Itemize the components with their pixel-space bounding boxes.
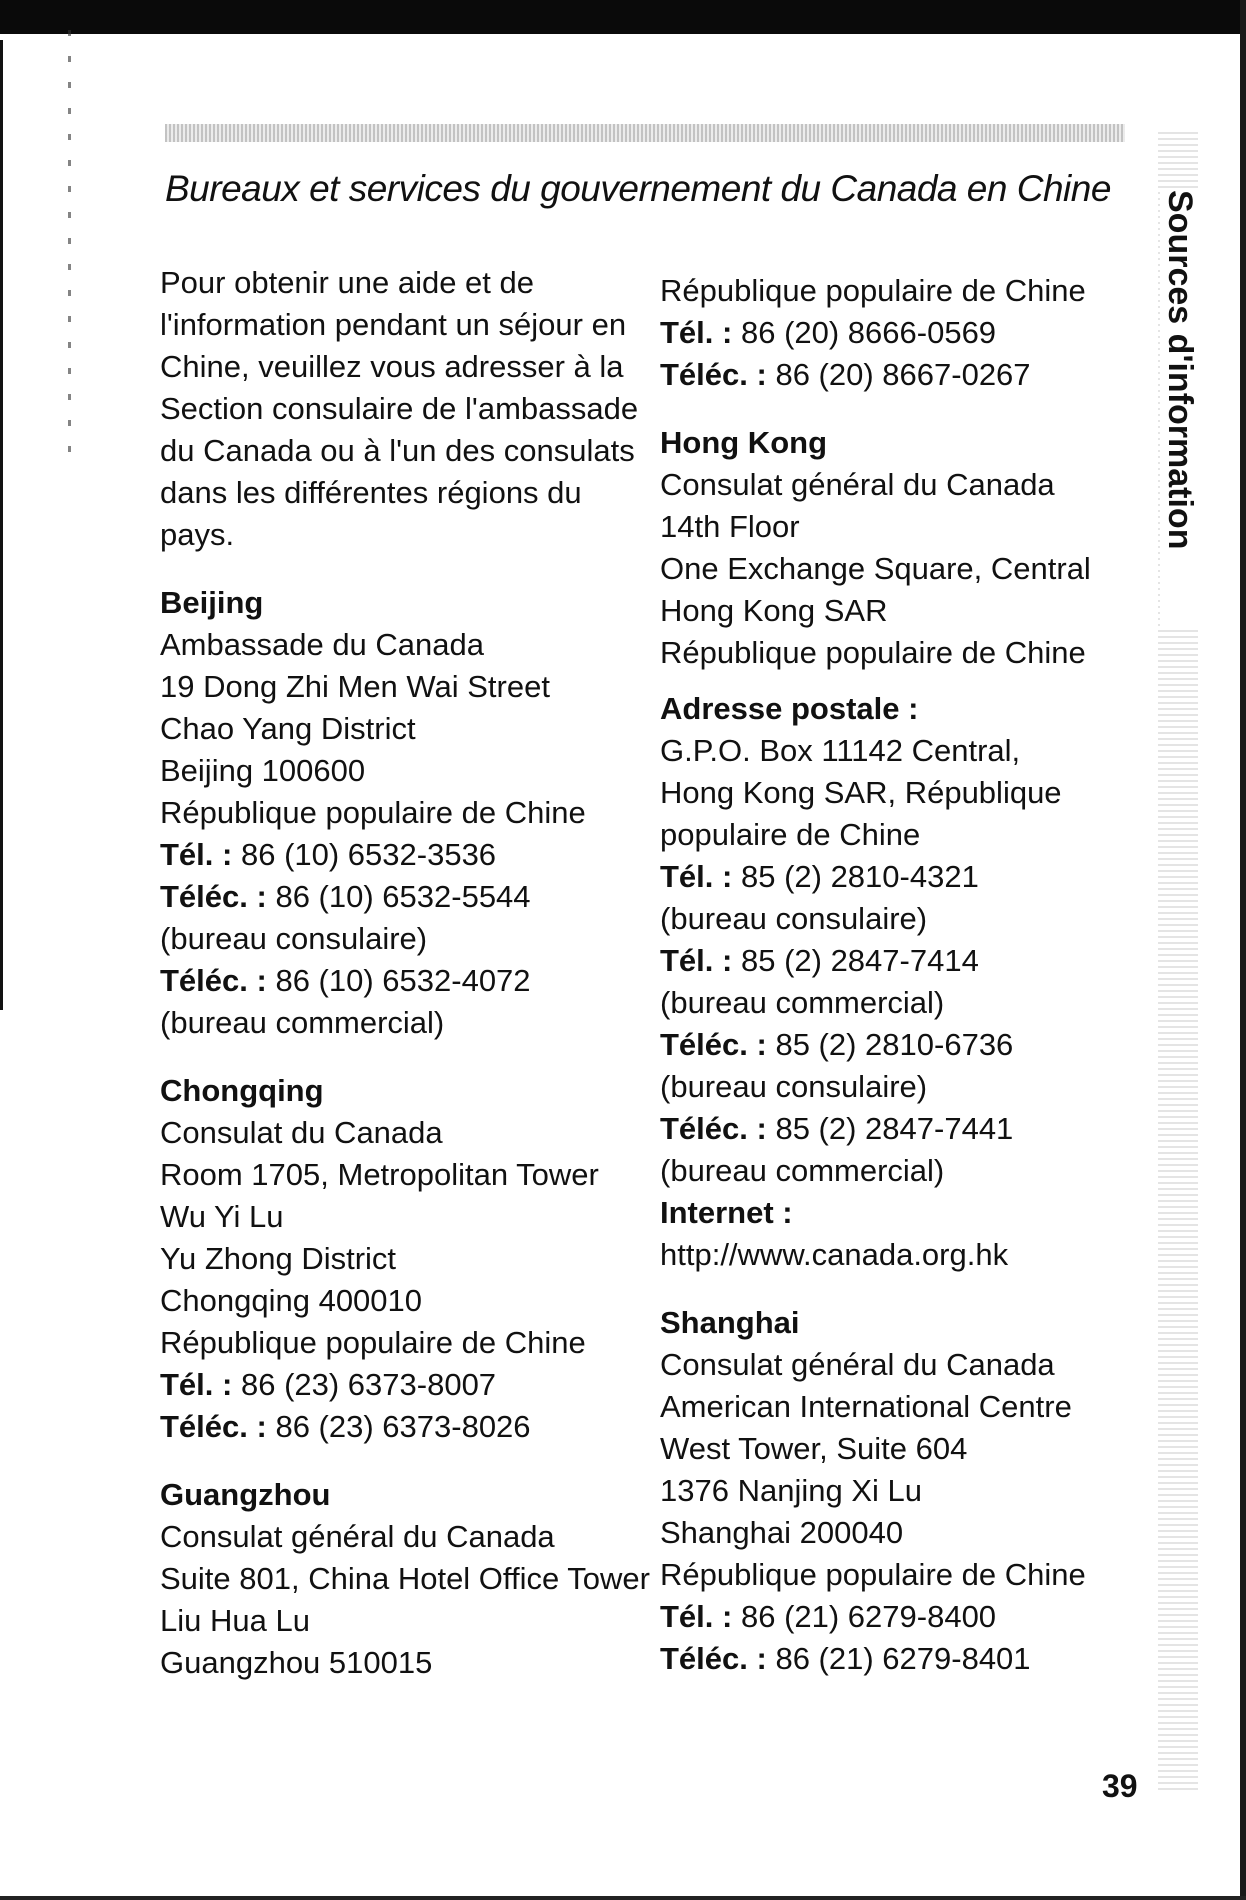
address-line: République populaire de Chine: [660, 635, 1086, 670]
side-section-label: Sources d'information: [1160, 190, 1200, 630]
address-line: République populaire de Chine: [160, 795, 586, 830]
address-line: Beijing 100600: [160, 753, 366, 788]
fax-number: 85 (2) 2847-7441: [775, 1111, 1014, 1146]
fax-number: 86 (10) 6532-4072: [275, 963, 531, 998]
fax-label: Téléc. :: [660, 1641, 767, 1676]
address-line: Chao Yang District: [160, 711, 416, 746]
office-shanghai: [660, 1302, 1100, 1680]
city-name: Beijing: [160, 585, 264, 620]
fax-line: [660, 354, 1100, 396]
phone-number: 86 (23) 6373-8007: [240, 1367, 497, 1402]
tel-label: Tél. :: [160, 837, 233, 872]
scan-border-right: [1240, 0, 1246, 1900]
phone-note: (bureau commercial): [660, 985, 945, 1020]
fax-number: 86 (10) 6532-5544: [275, 879, 531, 914]
office-guangzhou: [160, 1474, 660, 1684]
address-line: Consulat général du Canada: [660, 467, 1055, 502]
address-line: 14th Floor: [660, 509, 800, 544]
phone-number: 86 (20) 8666-0569: [740, 315, 997, 350]
address-line: One Exchange Square, Central: [660, 551, 1091, 586]
address-line: Liu Hua Lu: [160, 1603, 310, 1638]
address-line: American International Centre: [660, 1389, 1072, 1424]
binding-marks: [68, 30, 71, 460]
fax-note: (bureau consulaire): [160, 921, 428, 956]
office-hongkong: [660, 422, 1100, 1276]
address-line: 1376 Nanjing Xi Lu: [660, 1473, 922, 1508]
scan-border-left: [0, 40, 3, 1010]
fax-label: Téléc. :: [660, 1111, 767, 1146]
tel-label: Tél. :: [660, 1599, 733, 1634]
fax-note: (bureau consulaire): [660, 1069, 928, 1104]
postal-label: Adresse postale :: [660, 691, 919, 726]
address-line: Yu Zhong District: [160, 1241, 397, 1276]
address-line: Guangzhou 510015: [160, 1645, 433, 1680]
tel-label: Tél. :: [160, 1367, 233, 1402]
phone-number: 85 (2) 2847-7414: [740, 943, 979, 978]
address-line: Ambassade du Canada: [160, 627, 485, 662]
office-beijing: [160, 582, 660, 1044]
tel-label: Tél. :: [660, 859, 733, 894]
phone-note: (bureau consulaire): [660, 901, 928, 936]
fax-number: 86 (20) 8667-0267: [775, 357, 1031, 392]
header-rule: [165, 124, 1125, 142]
fax-line: [660, 1024, 1100, 1066]
office-guangzhou-continued: [660, 270, 1100, 396]
right-column: [660, 270, 1100, 1706]
fax-number: 85 (2) 2810-6736: [775, 1027, 1014, 1062]
phone-number: 85 (2) 2810-4321: [740, 859, 979, 894]
internet-label: Internet :: [660, 1195, 793, 1230]
city-name: Shanghai: [660, 1305, 800, 1340]
scan-border-bottom: [0, 1896, 1246, 1900]
address-line: Shanghai 200040: [660, 1515, 904, 1550]
fax-line: [160, 876, 660, 918]
phone-line: [660, 1596, 1100, 1638]
fax-line: [160, 1406, 660, 1448]
intro-paragraph: Pour obtenir une aide et de l'information pendant un séjour en Chine, veuillez vous adresser à la Section consulaire de l'ambassade du Canada ou à l'un des consulats dans les différentes régions du pays.: [160, 265, 639, 552]
phone-line: [160, 834, 660, 876]
fax-note: (bureau commercial): [160, 1005, 445, 1040]
fax-number: 86 (21) 6279-8401: [775, 1641, 1031, 1676]
phone-line: [160, 1364, 660, 1406]
address-line: Suite 801, China Hotel Office Tower: [160, 1561, 650, 1596]
phone-number: 86 (21) 6279-8400: [740, 1599, 997, 1634]
website-link[interactable]: http://www.canada.org.hk: [660, 1237, 1009, 1272]
fax-label: Téléc. :: [660, 357, 767, 392]
address-line: Consulat du Canada: [160, 1115, 443, 1150]
fax-label: Téléc. :: [160, 1409, 267, 1444]
office-chongqing: [160, 1070, 660, 1448]
address-line: Wu Yi Lu: [160, 1199, 284, 1234]
fax-label: Téléc. :: [160, 879, 267, 914]
city-name: Guangzhou: [160, 1477, 331, 1512]
phone-line: [660, 312, 1100, 354]
city-name: Chongqing: [160, 1073, 324, 1108]
address-line: Consulat général du Canada: [160, 1519, 555, 1554]
phone-number: 86 (10) 6532-3536: [240, 837, 497, 872]
fax-line: [160, 960, 660, 1002]
fax-note: (bureau commercial): [660, 1153, 945, 1188]
address-line: Hong Kong SAR: [660, 593, 888, 628]
address-line: République populaire de Chine: [160, 1325, 586, 1360]
page-title: Bureaux et services du gouvernement du Canada en Chine: [165, 168, 1111, 209]
address-line: République populaire de Chine: [660, 1557, 1086, 1592]
address-line: 19 Dong Zhi Men Wai Street: [160, 669, 550, 704]
scan-border-top: [0, 0, 1246, 34]
postal-address: G.P.O. Box 11142 Central, Hong Kong SAR, République populaire de Chine: [660, 733, 1062, 852]
address-line: West Tower, Suite 604: [660, 1431, 968, 1466]
phone-line: [660, 856, 1100, 898]
fax-number: 86 (23) 6373-8026: [275, 1409, 531, 1444]
fax-label: Téléc. :: [160, 963, 267, 998]
tel-label: Tél. :: [660, 943, 733, 978]
city-name: Hong Kong: [660, 425, 828, 460]
left-column: [160, 262, 660, 1710]
address-line: Consulat général du Canada: [660, 1347, 1055, 1382]
address-line: Room 1705, Metropolitan Tower: [160, 1157, 599, 1192]
address-line: République populaire de Chine: [660, 273, 1086, 308]
address-line: Chongqing 400010: [160, 1283, 423, 1318]
phone-line: [660, 940, 1100, 982]
page-number: 39: [1102, 1768, 1138, 1804]
tel-label: Tél. :: [660, 315, 733, 350]
fax-line: [660, 1638, 1100, 1680]
fax-line: [660, 1108, 1100, 1150]
fax-label: Téléc. :: [660, 1027, 767, 1062]
